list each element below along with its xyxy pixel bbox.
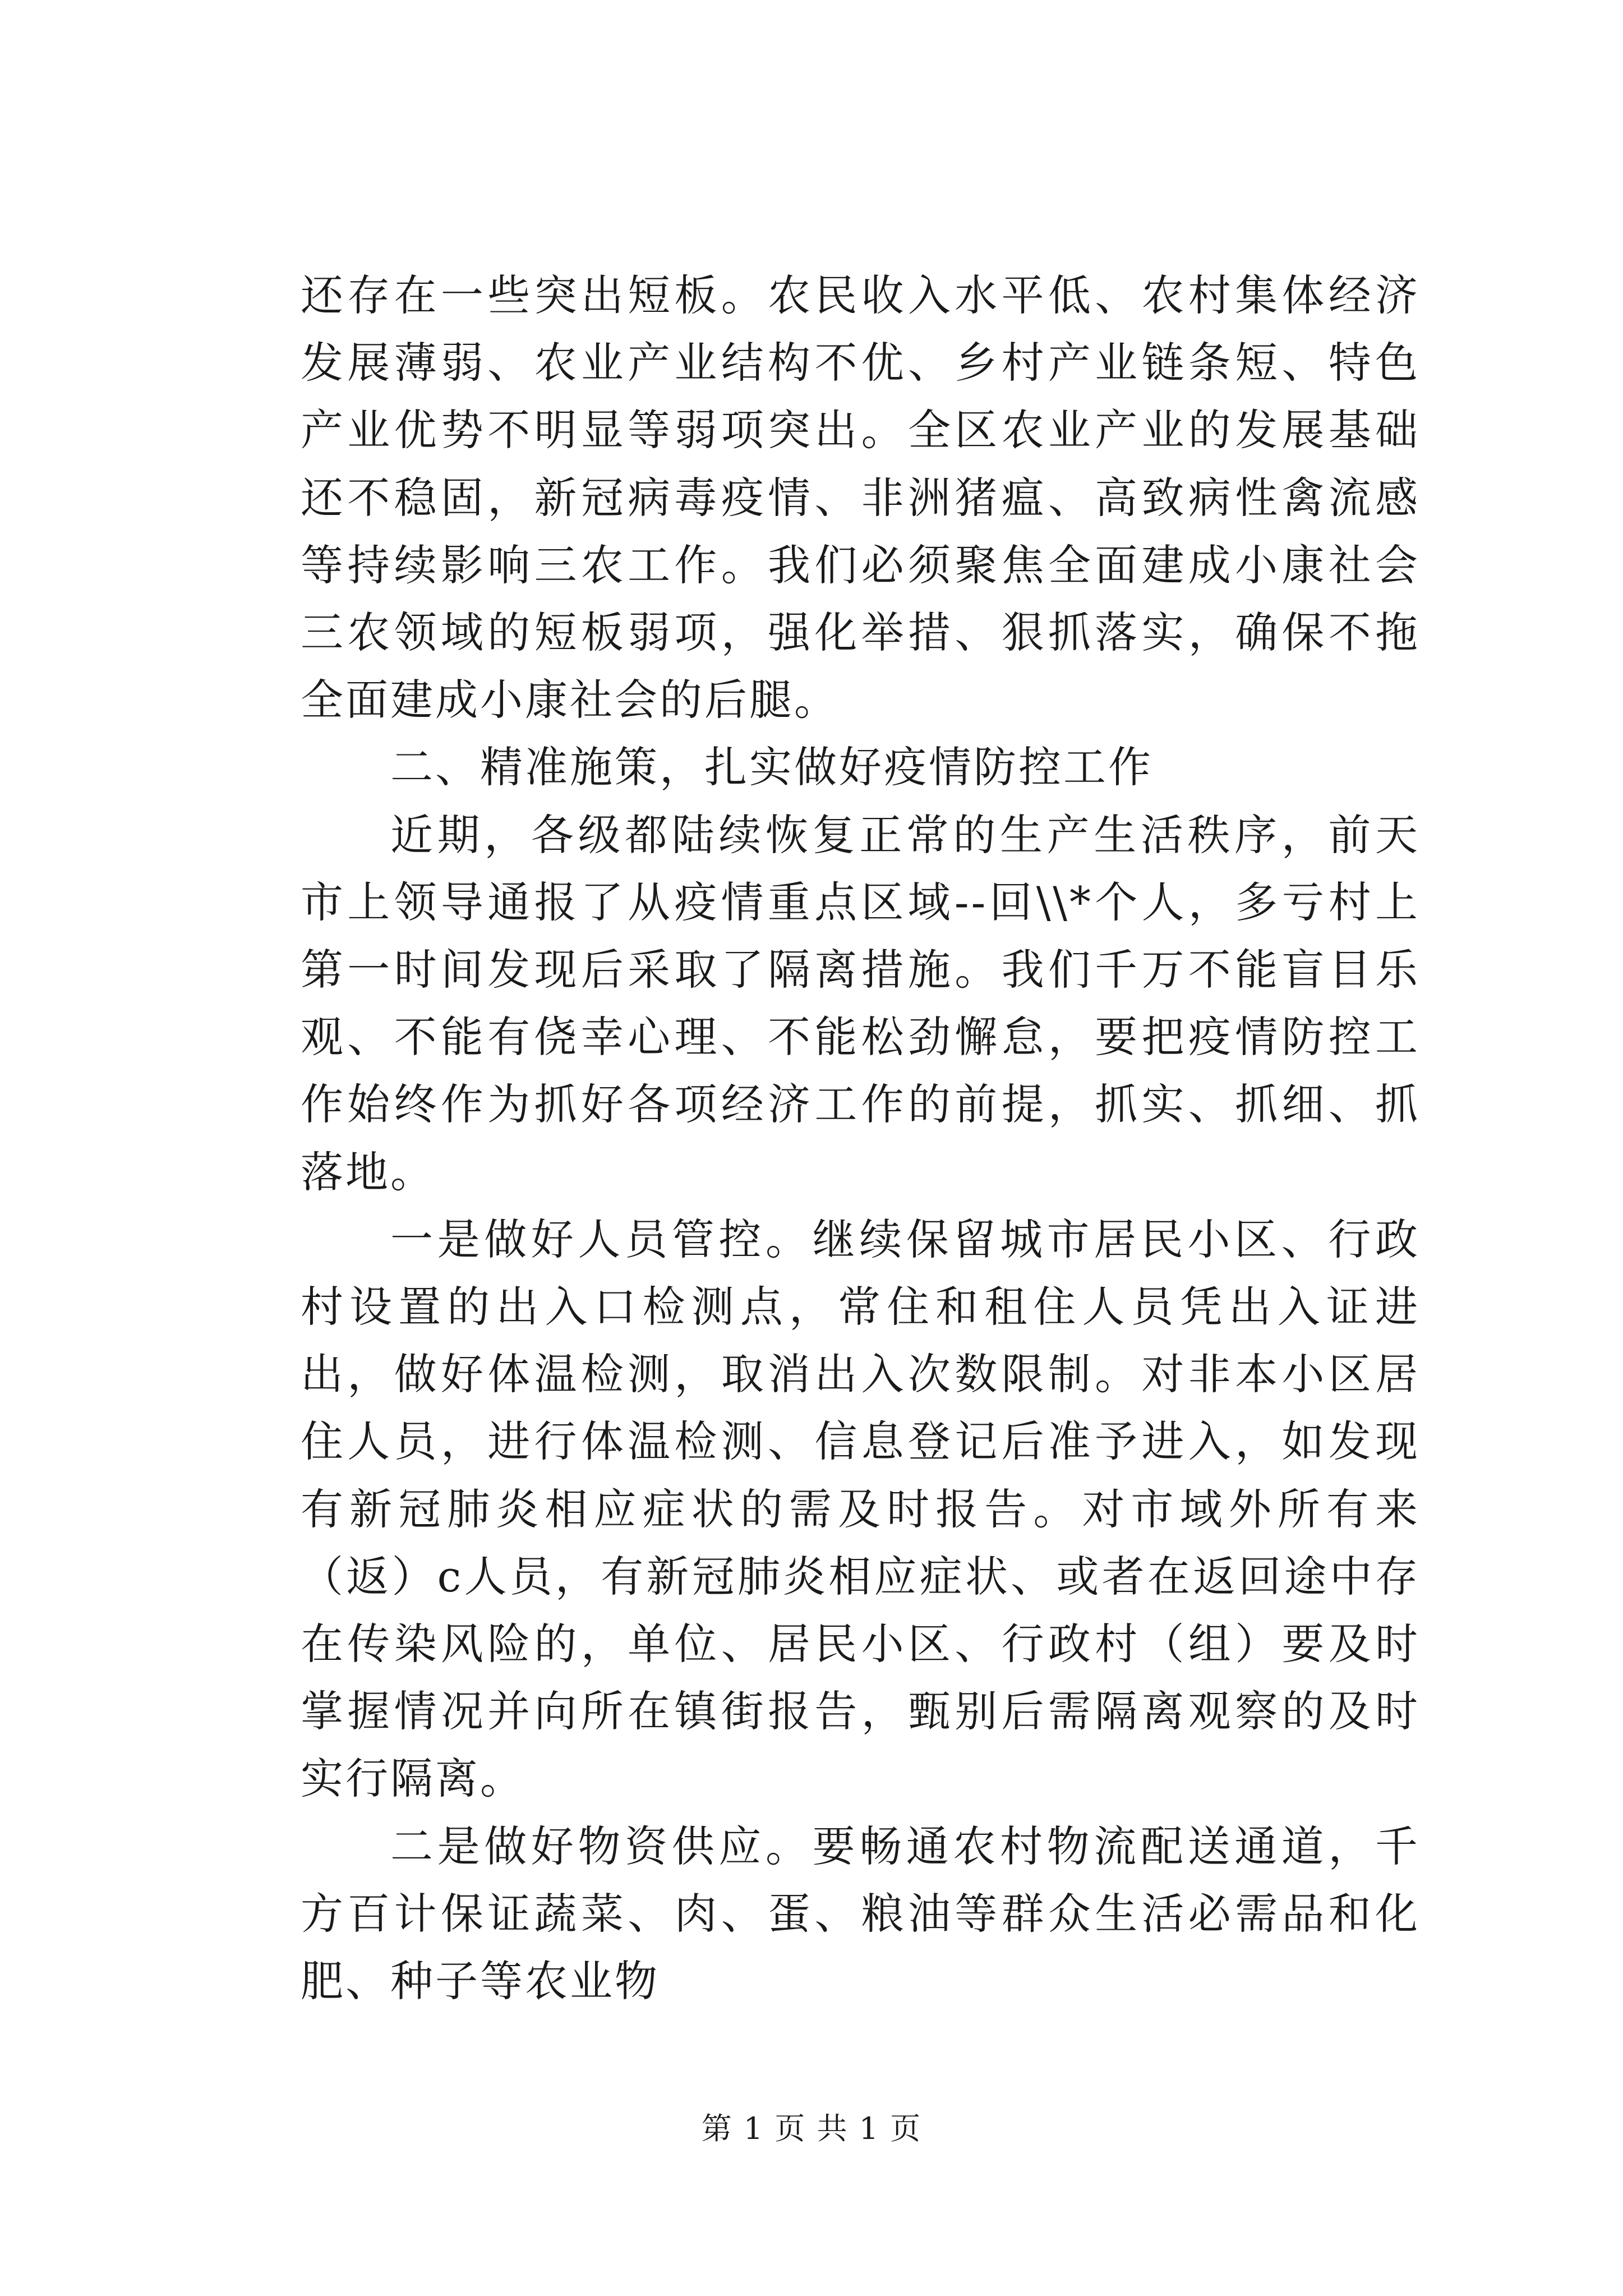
paragraph-personnel-control: 一是做好人员管控。继续保留城市居民小区、行政村设置的出入口检测点，常住和租住人员凭出入证进出，做好体温检测，取消出入次数限制。对非本小区居住人员，进行体温检测、信息登记后准予进入，如发现有新冠肺炎相应症状的需及时报告。对市域外所有来（返）c人员，有新冠肺炎相应症状、或者在返回途中存在传染风险的，单位、居民小区、行政村（组）要及时掌握情况并向所在镇街报告，甄别后需隔离观察的及时实行隔离。 [301, 1214, 1420, 1804]
paragraph-recent-situation: 近期，各级都陆续恢复正常的生产生活秩序，前天市上领导通报了从疫情重点区域--回\\*个人，多亏村上第一时间发现后采取了隔离措施。我们千万不能盲目乐观、不能有侥幸心理、不能松劲懈怠，要把疫情防控工作始终作为抓好各项经济工作的前提，抓实、抓细、抓落地。 [301, 809, 1420, 1197]
section-heading-epidemic-control: 二、精准施策，扎实做好疫情防控工作 [390, 742, 1153, 793]
document-body [301, 262, 1420, 2015]
paragraph-shortcomings: 还存在一些突出短板。农民收入水平低、农村集体经济发展薄弱、农业产业结构不优、乡村产业链条短、特色产业优势不明显等弱项突出。全区农业产业的发展基础还不稳固，新冠病毒疫情、非洲猪瘟、高致病性禽流感等持续影响三农工作。我们必须聚焦全面建成小康社会三农领域的短板弱项，强化举措、狠抓落实，确保不拖全面建成小康社会的后腿。 [301, 270, 1420, 725]
paragraph-supplies: 二是做好物资供应。要畅通农村物流配送通道，千方百计保证蔬菜、肉、蛋、粮油等群众生活必需品和化肥、种子等农业物 [301, 1821, 1420, 2007]
page-footer: 第 1 页 共 1 页 [701, 2111, 922, 2146]
